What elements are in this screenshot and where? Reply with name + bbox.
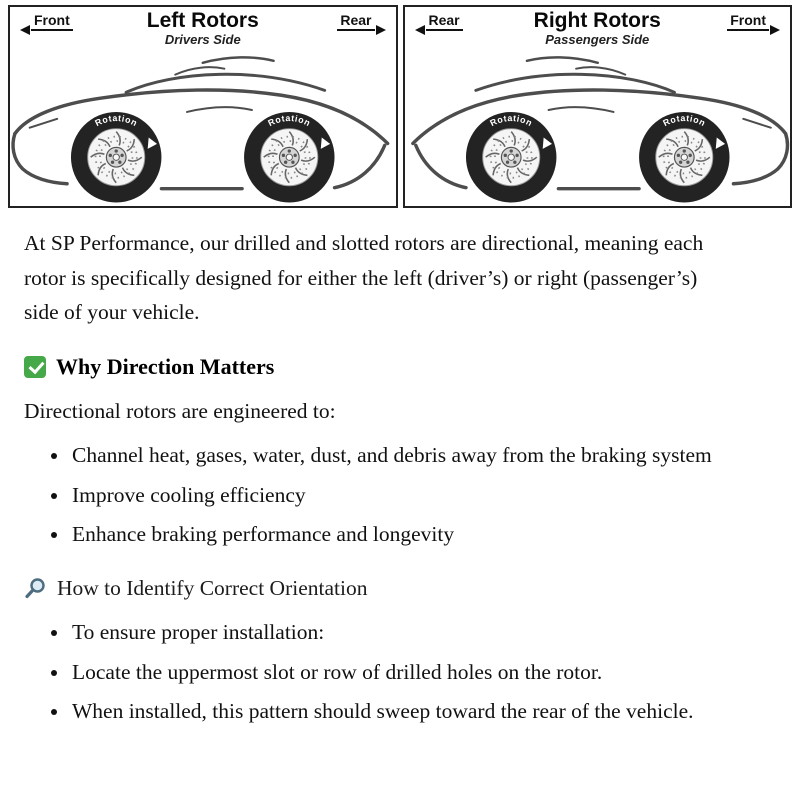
list-item: • Improve cooling efficiency: [70, 478, 712, 512]
direction-text: Rear: [337, 13, 374, 31]
identify-bullet-list: [24, 615, 776, 728]
why-bullet-list: [24, 438, 776, 551]
arrow-right-icon: [376, 25, 386, 35]
left-panel-header: [10, 7, 396, 51]
panel-subtitle: Passengers Side: [545, 32, 650, 48]
panel-subtitle: Drivers Side: [164, 32, 241, 48]
right-panel-header: [405, 7, 791, 51]
list-item: • When installed, this pattern should sweep toward the rear of the vehicle.: [70, 694, 712, 728]
front-rotor: [465, 112, 555, 202]
arrow-right-icon: [770, 25, 780, 35]
why-direction-heading: [24, 354, 776, 380]
magnifier-icon: [24, 577, 47, 600]
panel-title: Left Rotors: [146, 9, 259, 32]
list-item: • Channel heat, gases, water, dust, and debris away from the braking system: [70, 438, 712, 472]
right-car-illustration: [405, 51, 791, 206]
direction-text: Front: [727, 13, 769, 31]
identify-orientation-heading: [24, 576, 776, 602]
rotor-direction-diagram: [8, 5, 792, 208]
left-car-illustration: [10, 51, 396, 206]
heading-text: How to Identify Correct Orientation: [57, 575, 368, 600]
intro-paragraph: At SP Performance, our drilled and slotted rotors are directional, meaning each rotor is specifically designed for either the left (driver’s) or right (passenger’s) side of your vehicle.: [24, 231, 704, 325]
rear-rotor: [244, 112, 334, 202]
panel-title: Right Rotors: [533, 9, 661, 32]
rear-rotor: [639, 112, 729, 202]
list-item: • Enhance braking performance and longevity: [70, 517, 712, 551]
front-direction-label: [727, 13, 780, 31]
direction-text: Rear: [426, 13, 463, 31]
why-lead-text: Directional rotors are engineered to:: [24, 398, 336, 423]
heading-text: Why Direction Matters: [56, 353, 275, 379]
direction-text: Front: [31, 13, 73, 31]
front-rotor: [71, 112, 161, 202]
left-rotors-panel: [8, 5, 398, 208]
article-body: [0, 208, 800, 728]
right-rotors-panel: [403, 5, 793, 208]
rear-direction-label: [337, 13, 385, 31]
check-icon: [24, 356, 46, 378]
list-item: • To ensure proper installation:: [70, 615, 712, 649]
list-item: • Locate the uppermost slot or row of drilled holes on the rotor.: [70, 655, 712, 689]
